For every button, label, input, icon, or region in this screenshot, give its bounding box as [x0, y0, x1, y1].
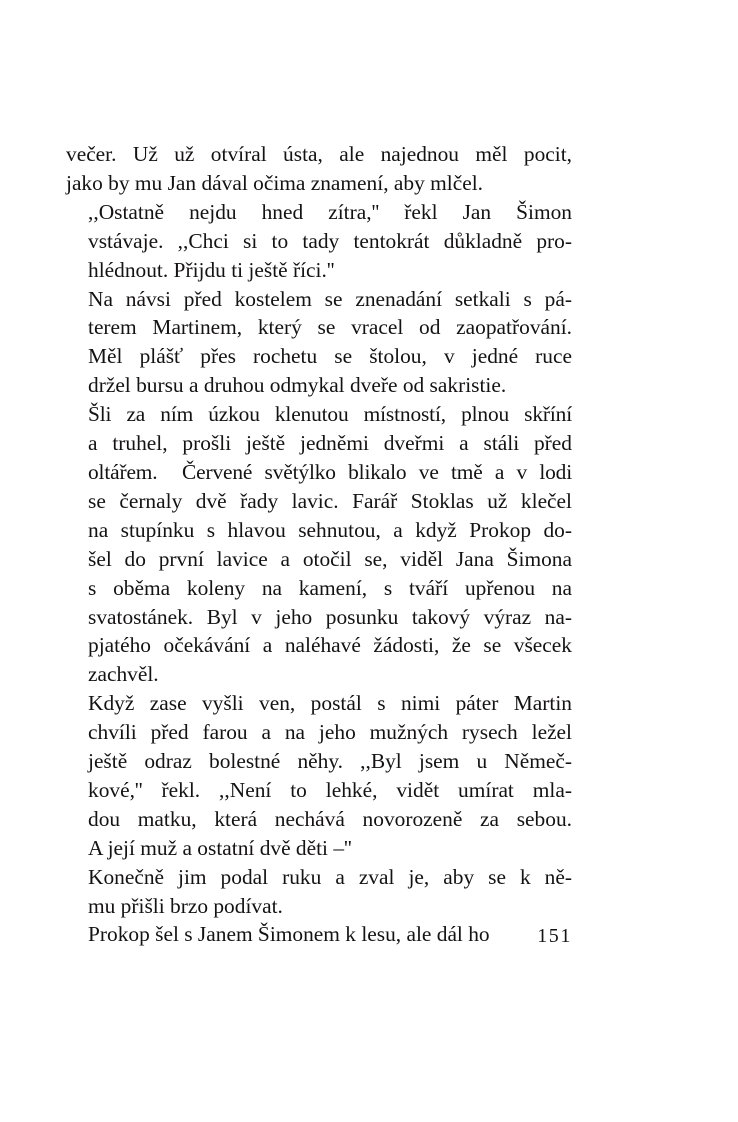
- text-line: šel do první lavice a otočil se, viděl Jana Šimona: [88, 546, 572, 571]
- text-line: mu přišli brzo podívat.: [88, 893, 283, 918]
- text-line: oltářem. Červené světýlko blikalo ve tmě a v lodi: [88, 459, 572, 484]
- paragraph: [66, 689, 572, 862]
- paragraph: [66, 140, 572, 198]
- text-line: ,,Ostatně nejdu hned zítra,'' řekl Jan Šimon: [88, 199, 572, 224]
- text-line: na stupínku s hlavou sehnutou, a když Prokop do-: [88, 517, 572, 542]
- paragraph: [66, 198, 572, 285]
- text-line: večer. Už už otvíral ústa, ale najednou měl pocit,: [66, 142, 572, 166]
- text-line: hlédnout. Přijdu ti ještě říci.'': [88, 257, 335, 282]
- text-line: Na návsi před kostelem se znenadání setkali s pá-: [88, 286, 572, 311]
- text-line: ještě odraz bolestné něhy. ,,Byl jsem u Němeč-: [88, 749, 572, 774]
- paragraph: [66, 285, 572, 401]
- text-line: Šli za ním úzkou klenutou místností, plnou skříní: [88, 402, 572, 427]
- text-line: A její muž a ostatní dvě děti –'': [88, 835, 352, 860]
- page-number: 151: [537, 925, 572, 947]
- text-line: jako by mu Jan dával očima znamení, aby mlčel.: [66, 170, 483, 195]
- text-line: držel bursu a druhou odmykal dveře od sakristie.: [88, 373, 507, 398]
- text-line: Konečně jim podal ruku a zval je, aby se k ně-: [88, 864, 572, 889]
- text-line: pjatého očekávání a naléhavé žádosti, že se všecek: [88, 633, 572, 658]
- text-line: a truhel, prošli ještě jedněmi dveřmi a stáli před: [88, 431, 572, 456]
- text-line: dou matku, která nechává novorozeně za sebou.: [88, 806, 572, 831]
- text-line: s oběma koleny na kamení, s tváří upřenou na: [88, 575, 572, 600]
- text-line: chvíli před farou a na jeho mužných rysech ležel: [88, 720, 572, 745]
- text-line: se černaly dvě řady lavic. Farář Stoklas už klečel: [88, 488, 572, 513]
- text-line: kové,'' řekl. ,,Není to lehké, vidět umírat mla-: [88, 777, 572, 802]
- text-line: terem Martinem, který se vracel od zaopatřování.: [88, 315, 572, 340]
- text-line: Když zase vyšli ven, postál s nimi páter Martin: [88, 691, 572, 716]
- text-line: vstávaje. ,,Chci si to tady tentokrát důkladně pro-: [88, 228, 572, 253]
- paragraph: [66, 863, 572, 921]
- paragraph: [66, 400, 572, 689]
- body-text: [66, 140, 572, 949]
- text-line: Prokop šel s Janem Šimonem k lesu, ale dál ho: [88, 922, 490, 947]
- text-line: svatostánek. Byl v jeho posunku takový výraz na-: [88, 604, 572, 629]
- text-line: Měl plášť přes rochetu se štolou, v jedné ruce: [88, 344, 572, 369]
- text-line: zachvěl.: [88, 662, 159, 687]
